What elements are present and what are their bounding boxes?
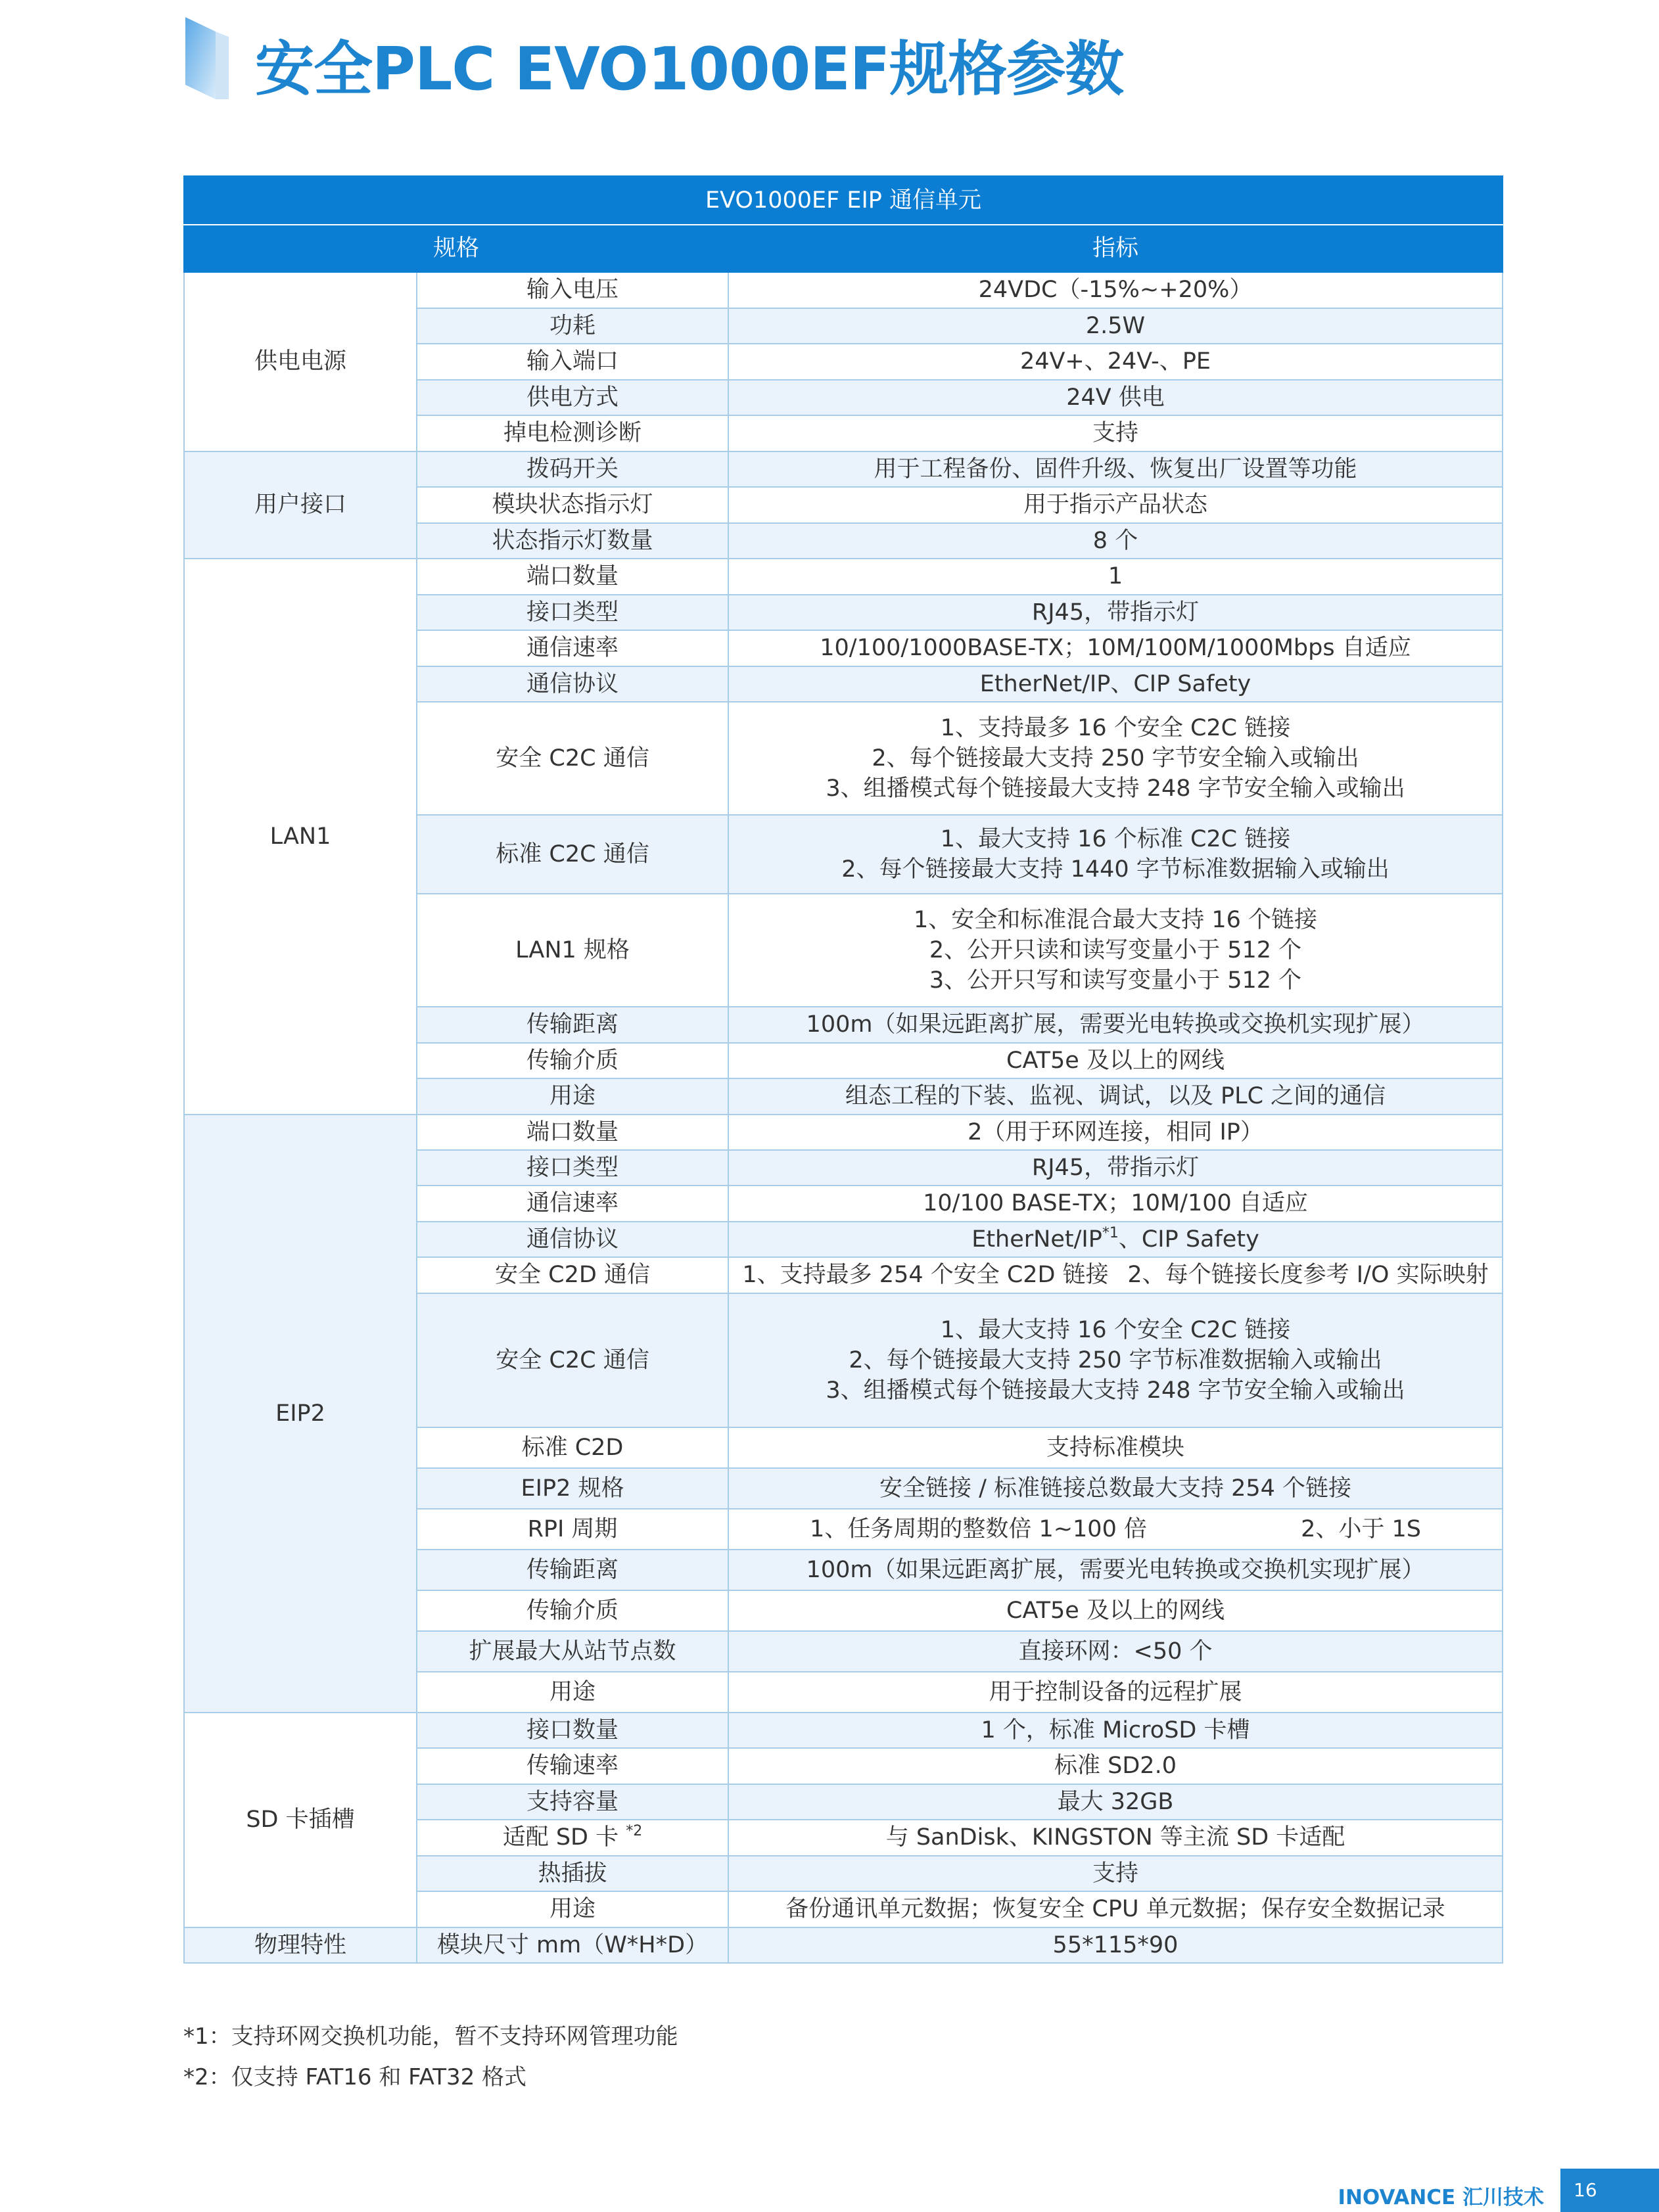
spec-value-line: 24V+、24V-、PE bbox=[1019, 348, 1211, 375]
spec-value bbox=[728, 1150, 1503, 1186]
spec-value-line: 2、公开只读和读写变量小于 512 个 bbox=[929, 937, 1302, 963]
spec-value-line: 1、最大支持 16 个标准 C2C 链接 bbox=[940, 826, 1291, 852]
spec-value-line: 3、公开只写和读写变量小于 512 个 bbox=[929, 967, 1302, 994]
spec-value-line: 2、每个链接最大支持 1440 字节标准数据输入或输出 bbox=[841, 856, 1390, 883]
spec-item: EIP2 规格 bbox=[417, 1468, 728, 1509]
spec-value-line: 2、每个链接最大支持 250 字节标准数据输入或输出 bbox=[849, 1347, 1382, 1373]
spec-value-line: 2、每个链接最大支持 250 字节安全输入或输出 bbox=[872, 745, 1359, 772]
spec-value bbox=[728, 1856, 1503, 1892]
spec-item: 扩展最大从站节点数 bbox=[417, 1631, 728, 1672]
spec-item: 端口数量 bbox=[417, 1115, 728, 1150]
group-name: 物理特性 bbox=[184, 1927, 417, 1964]
footnote-mark: *1 bbox=[1102, 1224, 1119, 1241]
spec-value bbox=[728, 1820, 1503, 1856]
title-logo-icon bbox=[183, 17, 230, 99]
spec-value-text: 、CIP Safety bbox=[1118, 1226, 1259, 1253]
page-number: 16 bbox=[1560, 2169, 1659, 2212]
spec-item: 传输距离 bbox=[417, 1007, 728, 1043]
spec-value bbox=[728, 1713, 1503, 1749]
spec-value-line: 8 个 bbox=[1092, 527, 1138, 554]
spec-value bbox=[728, 702, 1503, 815]
spec-item: 支持容量 bbox=[417, 1784, 728, 1820]
spec-value-part: 1、任务周期的整数倍 1~100 倍 bbox=[810, 1515, 1147, 1542]
spec-item: 用途 bbox=[417, 1891, 728, 1927]
spec-value bbox=[728, 308, 1503, 344]
group-name: SD 卡插槽 bbox=[184, 1713, 417, 1927]
spec-value bbox=[728, 1927, 1503, 1964]
spec-table bbox=[183, 175, 1503, 1964]
spec-item: 供电方式 bbox=[417, 380, 728, 416]
spec-value-line: 24VDC（-15%~+20%） bbox=[978, 277, 1253, 304]
spec-item: LAN1 规格 bbox=[417, 894, 728, 1007]
table-row bbox=[184, 559, 1503, 595]
spec-value-line: RJ45，带指示灯 bbox=[1031, 599, 1200, 626]
spec-value-line: CAT5e 及以上的网线 bbox=[1006, 1047, 1225, 1074]
spec-value bbox=[728, 1186, 1503, 1222]
spec-value bbox=[728, 415, 1503, 451]
spec-item: 接口类型 bbox=[417, 595, 728, 631]
spec-value-line: 用于工程备份、固件升级、恢复出厂设置等功能 bbox=[874, 455, 1357, 482]
spec-value bbox=[728, 1078, 1503, 1115]
header-spec: 规格 bbox=[184, 225, 728, 272]
spec-value bbox=[728, 1427, 1503, 1468]
spec-item: 通信协议 bbox=[417, 666, 728, 703]
group-name: 用户接口 bbox=[184, 451, 417, 559]
spec-value bbox=[728, 272, 1503, 308]
spec-value bbox=[728, 1115, 1503, 1150]
group-name: EIP2 bbox=[184, 1115, 417, 1713]
footnote-mark: *2 bbox=[626, 1823, 643, 1840]
spec-item: 通信速率 bbox=[417, 1186, 728, 1222]
spec-value-part: 1、支持最多 254 个安全 C2D 链接 bbox=[742, 1262, 1109, 1289]
spec-item: 端口数量 bbox=[417, 559, 728, 595]
spec-value-line: 10/100 BASE-TX；10M/100 自适应 bbox=[923, 1190, 1308, 1217]
spec-value-part: 2、小于 1S bbox=[1301, 1515, 1421, 1542]
spec-item: 安全 C2D 通信 bbox=[417, 1257, 728, 1293]
footer-brand-logo: INOVANCE 汇川技术 bbox=[1338, 2186, 1544, 2209]
spec-value-line: 100m（如果远距离扩展，需要光电转换或交换机实现扩展） bbox=[806, 1556, 1425, 1583]
spec-value bbox=[728, 1043, 1503, 1079]
spec-item: 通信协议 bbox=[417, 1222, 728, 1258]
spec-value bbox=[728, 487, 1503, 523]
spec-value-line: 3、组播模式每个链接最大支持 248 字节安全输入或输出 bbox=[826, 1377, 1405, 1404]
spec-value-line: 直接环网：<50 个 bbox=[1018, 1638, 1213, 1665]
spec-value bbox=[728, 1257, 1503, 1293]
spec-item: 传输速率 bbox=[417, 1748, 728, 1784]
table-caption: EVO1000EF EIP 通信单元 bbox=[184, 176, 1503, 225]
spec-item: 热插拔 bbox=[417, 1856, 728, 1892]
spec-value bbox=[728, 595, 1503, 631]
spec-value bbox=[728, 523, 1503, 559]
spec-value-line: CAT5e 及以上的网线 bbox=[1006, 1597, 1225, 1624]
spec-item: 模块状态指示灯 bbox=[417, 487, 728, 523]
spec-value bbox=[728, 1509, 1503, 1550]
spec-value-line: 1、安全和标准混合最大支持 16 个链接 bbox=[913, 907, 1318, 933]
spec-item: 安全 C2C 通信 bbox=[417, 1293, 728, 1427]
table-row bbox=[184, 1927, 1503, 1964]
spec-value-line: 100m（如果远距离扩展，需要光电转换或交换机实现扩展） bbox=[806, 1011, 1425, 1038]
spec-item bbox=[417, 1820, 728, 1856]
spec-item: 拨码开关 bbox=[417, 451, 728, 488]
spec-value-line: 用于控制设备的远程扩展 bbox=[989, 1678, 1242, 1705]
spec-value bbox=[728, 1891, 1503, 1927]
spec-item: 输入端口 bbox=[417, 344, 728, 380]
spec-value-line: 2.5W bbox=[1085, 312, 1146, 339]
spec-item: 用途 bbox=[417, 1078, 728, 1115]
spec-value-line: 组态工程的下装、监视、调试，以及 PLC 之间的通信 bbox=[845, 1083, 1386, 1110]
spec-item: 接口数量 bbox=[417, 1713, 728, 1749]
spec-value-line: 3、组播模式每个链接最大支持 248 字节安全输入或输出 bbox=[826, 775, 1405, 802]
group-name: 供电电源 bbox=[184, 272, 417, 451]
spec-item: 标准 C2C 通信 bbox=[417, 815, 728, 894]
footnote-1: *1：支持环网交换机功能，暂不支持环网管理功能 bbox=[183, 2023, 678, 2050]
spec-value bbox=[728, 1590, 1503, 1631]
spec-value bbox=[728, 1007, 1503, 1043]
footnote-2: *2：仅支持 FAT16 和 FAT32 格式 bbox=[183, 2064, 527, 2090]
spec-value-text: EtherNet/IP bbox=[971, 1226, 1102, 1253]
spec-value-line: 与 SanDisk、KINGSTON 等主流 SD 卡适配 bbox=[885, 1824, 1345, 1851]
table-row bbox=[184, 1115, 1503, 1150]
spec-item: 模块尺寸 mm（W*H*D） bbox=[417, 1927, 728, 1964]
spec-value bbox=[728, 1784, 1503, 1820]
spec-value bbox=[728, 559, 1503, 595]
table-row bbox=[184, 451, 1503, 488]
spec-value bbox=[728, 1293, 1503, 1427]
spec-item: 传输距离 bbox=[417, 1550, 728, 1590]
header-value: 指标 bbox=[728, 225, 1503, 272]
spec-value-line: 支持 bbox=[1092, 420, 1138, 447]
spec-value-line: 安全链接 / 标准链接总数最大支持 254 个链接 bbox=[879, 1475, 1352, 1502]
spec-value-line: RJ45，带指示灯 bbox=[1031, 1154, 1200, 1181]
spec-item: 传输介质 bbox=[417, 1590, 728, 1631]
table-row bbox=[184, 272, 1503, 308]
spec-value-line: 24V 供电 bbox=[1066, 384, 1165, 411]
spec-item: 掉电检测诊断 bbox=[417, 415, 728, 451]
spec-item: 安全 C2C 通信 bbox=[417, 702, 728, 815]
footnotes bbox=[183, 2016, 678, 2098]
spec-value bbox=[728, 451, 1503, 488]
spec-value-line: 用于指示产品状态 bbox=[1023, 492, 1207, 518]
spec-value-line: 支持 bbox=[1092, 1860, 1138, 1887]
spec-value-line: 10/100/1000BASE-TX；10M/100M/1000Mbps 自适应 bbox=[820, 635, 1411, 662]
page-title: 安全PLC EVO1000EF规格参数 bbox=[255, 35, 1124, 104]
spec-item: RPI 周期 bbox=[417, 1509, 728, 1550]
spec-value-line: EtherNet/IP、CIP Safety bbox=[979, 670, 1251, 697]
spec-value-part: 2、每个链接长度参考 I/O 实际映射 bbox=[1127, 1262, 1489, 1289]
spec-value-line: 最大 32GB bbox=[1057, 1788, 1174, 1815]
spec-value bbox=[728, 1550, 1503, 1590]
spec-value-line: 2（用于环网连接，相同 IP） bbox=[968, 1118, 1263, 1145]
spec-item: 状态指示灯数量 bbox=[417, 523, 728, 559]
spec-value-line: 55*115*90 bbox=[1052, 1931, 1179, 1958]
table-row bbox=[184, 1713, 1503, 1749]
spec-value-line: 1 个，标准 MicroSD 卡槽 bbox=[981, 1717, 1250, 1743]
spec-value-line: 1、支持最多 16 个安全 C2C 链接 bbox=[940, 715, 1291, 741]
spec-item: 标准 C2D bbox=[417, 1427, 728, 1468]
spec-value bbox=[728, 894, 1503, 1007]
spec-item: 功耗 bbox=[417, 308, 728, 344]
spec-value bbox=[728, 1631, 1503, 1672]
spec-value-line: 1 bbox=[1108, 563, 1123, 590]
spec-item-text: 适配 SD 卡 bbox=[502, 1824, 626, 1851]
spec-item: 输入电压 bbox=[417, 272, 728, 308]
spec-value bbox=[728, 815, 1503, 894]
spec-item: 接口类型 bbox=[417, 1150, 728, 1186]
spec-value-line: 备份通讯单元数据；恢复安全 CPU 单元数据；保存安全数据记录 bbox=[785, 1896, 1445, 1923]
group-name: LAN1 bbox=[184, 559, 417, 1115]
spec-value-line: 1、最大支持 16 个安全 C2C 链接 bbox=[940, 1316, 1291, 1343]
spec-value bbox=[728, 380, 1503, 416]
spec-value bbox=[728, 344, 1503, 380]
spec-item: 传输介质 bbox=[417, 1043, 728, 1079]
spec-item: 通信速率 bbox=[417, 630, 728, 666]
spec-value-line: 支持标准模块 bbox=[1046, 1434, 1184, 1461]
spec-value-pair bbox=[733, 1260, 1498, 1290]
spec-item: 用途 bbox=[417, 1672, 728, 1713]
spec-value bbox=[728, 1222, 1503, 1258]
spec-value bbox=[728, 1748, 1503, 1784]
spec-value bbox=[728, 1468, 1503, 1509]
spec-value-line: 标准 SD2.0 bbox=[1054, 1753, 1177, 1780]
spec-value bbox=[728, 630, 1503, 666]
spec-value bbox=[728, 1672, 1503, 1713]
spec-value bbox=[728, 666, 1503, 703]
spec-table-body bbox=[184, 272, 1503, 1963]
spec-value-pair bbox=[733, 1514, 1498, 1544]
